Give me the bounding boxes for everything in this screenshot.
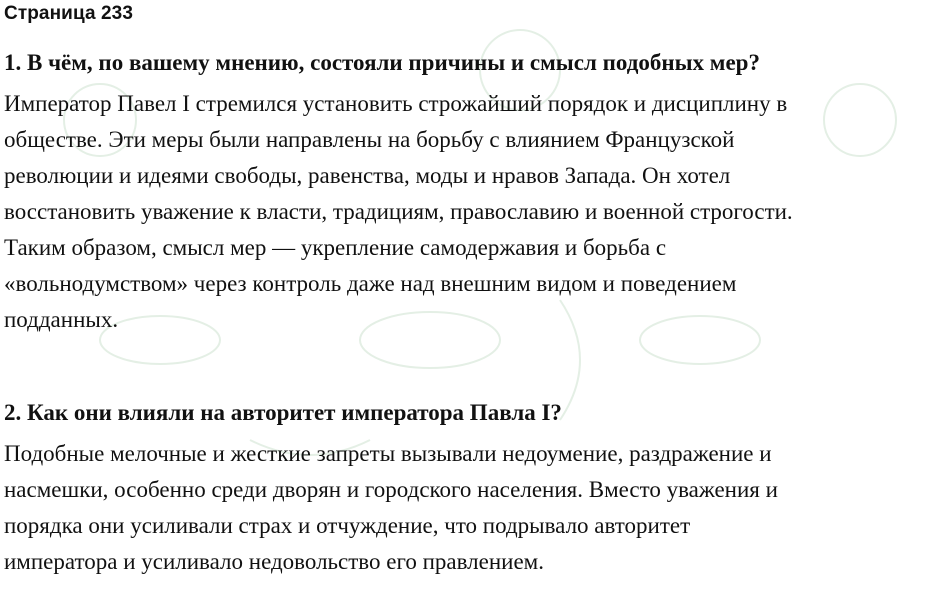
answer-line: порядка они усиливали страх и отчуждение, что подрывало авторитет	[4, 513, 691, 538]
question-section-2	[4, 398, 952, 580]
answer-line: Император Павел I стремился установить строжайший порядок и дисциплину в	[4, 91, 788, 116]
answer-line: императора и усиливало недовольство его правлением.	[4, 549, 544, 574]
answer-line: «вольнодумством» через контроль даже над внешним видом и поведением	[4, 271, 737, 296]
question-heading: 2. Как они влияли на авторитет императора Павла I?	[4, 400, 562, 425]
answer-line: революции и идеями свободы, равенства, моды и нравов Запада. Он хотел	[4, 163, 731, 188]
answer-paragraph	[4, 436, 952, 580]
question-section-1	[4, 48, 952, 338]
page-number: Страница 233	[4, 3, 134, 24]
answer-line: насмешки, особенно среди дворян и городского населения. Вместо уважения и	[4, 477, 778, 502]
answer-line: обществе. Эти меры были направлены на борьбу с влиянием Французской	[4, 127, 735, 152]
answer-paragraph	[4, 86, 952, 338]
answer-line: Таким образом, смысл мер — укрепление самодержавия и борьба с	[4, 235, 667, 260]
answer-line: Подобные мелочные и жесткие запреты вызывали недоумение, раздражение и	[4, 441, 772, 466]
answer-line: восстановить уважение к власти, традициям, православию и военной строгости.	[4, 199, 793, 224]
answer-line: подданных.	[4, 307, 119, 332]
question-heading: 1. В чём, по вашему мнению, состояли причины и смысл подобных мер?	[4, 50, 760, 75]
